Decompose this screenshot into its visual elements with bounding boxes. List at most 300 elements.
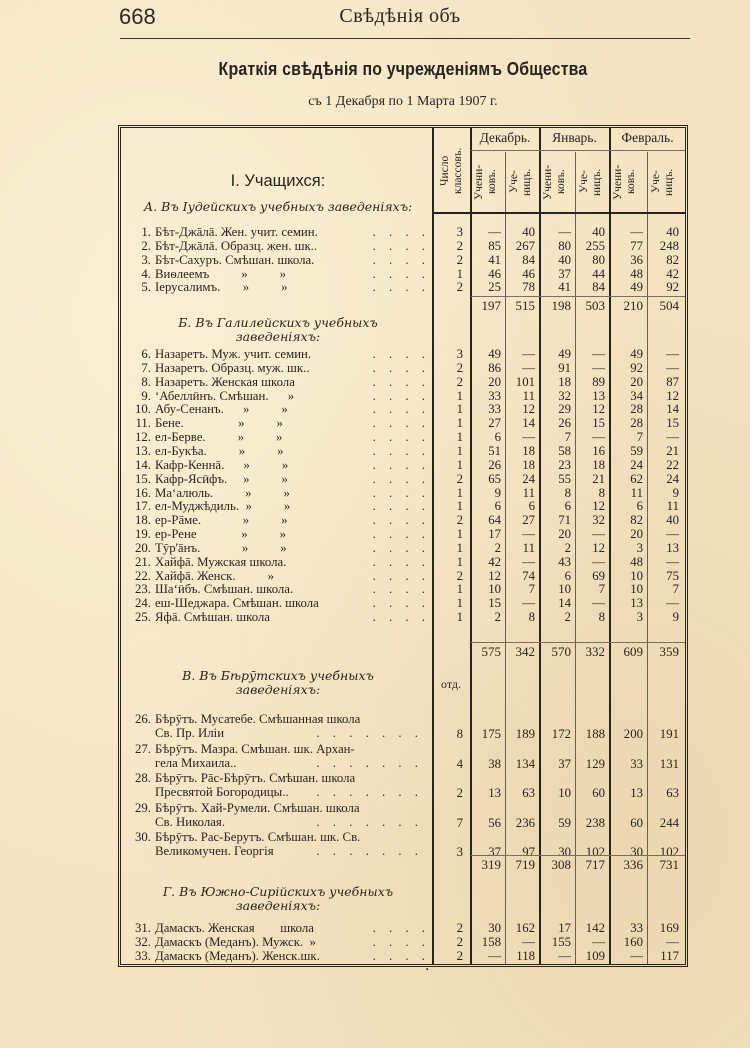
row-name	[121, 486, 430, 500]
cell-jan-girls: 80	[592, 252, 605, 267]
row-label: Виѳлеемъ » »	[155, 266, 287, 281]
cell-dec-girls: 11	[522, 540, 535, 555]
cell-jan-girls: 13	[592, 388, 605, 403]
table-row	[121, 225, 685, 239]
cell-classes: 2	[456, 238, 463, 253]
cell-classes: 2	[456, 252, 463, 267]
cell-dec-girls: 267	[515, 238, 535, 253]
cell-dec-boys: 33	[488, 388, 501, 403]
table-row	[121, 375, 685, 389]
row-label: еш-Шеджара. Смѣшан. школа	[155, 596, 319, 611]
cell-jan-boys: 40	[558, 252, 571, 267]
cell-feb-boys: 3	[636, 540, 643, 555]
cell-dec-boys: —	[488, 225, 501, 239]
cell-classes: 1	[456, 443, 463, 458]
row-label: Дамаскъ (Меданъ). Женск.шк.	[155, 948, 320, 963]
cell-feb-girls: 191	[659, 727, 679, 741]
row-label: Бѣрӯтъ. Хай-Румели. Смѣшан. школа	[155, 800, 360, 815]
section-title: А. Въ Іудейскихъ учебныхъ заведеніяхъ:	[143, 199, 413, 214]
cell-dec-girls: —	[522, 527, 535, 542]
cell-jan-girls: 89	[592, 374, 605, 389]
cell-jan-girls: 69	[592, 568, 605, 583]
cell-jan-boys: —	[558, 225, 571, 239]
table-row	[121, 527, 685, 541]
cell-dec-boys: 42	[488, 554, 501, 569]
table-row	[121, 486, 685, 500]
cell-dec-boys: 33	[488, 402, 501, 417]
row-name	[121, 555, 430, 569]
subtotal-rule	[471, 642, 685, 643]
cell-jan-girls: 21	[592, 471, 605, 486]
cell-classes: 2	[456, 786, 463, 800]
subtotal-dec-girls: 515	[515, 298, 535, 313]
cell-feb-girls: 92	[666, 280, 679, 295]
row-name	[121, 712, 430, 726]
cell-feb-girls: 40	[666, 225, 679, 239]
cell-feb-boys: 49	[630, 280, 643, 295]
cell-classes: 8	[456, 727, 463, 741]
row-name	[121, 499, 430, 513]
leader-dots: . . . .	[372, 596, 430, 611]
table-row	[121, 253, 685, 267]
cell-dec-girls: 189	[515, 727, 535, 741]
cell-feb-girls: —	[666, 430, 679, 445]
cell-feb-girls: —	[666, 527, 679, 542]
cell-classes: 1	[456, 457, 463, 472]
section-title-continued: заведеніяхъ:	[235, 329, 321, 344]
cell-dec-girls: 24	[522, 471, 535, 486]
leader-dots: . . . .	[372, 388, 430, 403]
month-underline	[471, 150, 685, 151]
cell-classes: 4	[456, 756, 463, 771]
cell-dec-boys: 17	[488, 527, 501, 542]
cell-feb-girls: —	[666, 360, 679, 375]
cell-dec-boys: 56	[488, 815, 501, 830]
cell-dec-girls: 27	[522, 513, 535, 528]
row-name	[121, 225, 430, 239]
cell-classes: 1	[456, 430, 463, 445]
subtotal-jan-boys: 198	[551, 298, 571, 313]
leader-dots: . . . .	[372, 527, 430, 542]
section-title: В. Въ Бѣрӯтскихъ учебныхъ	[182, 668, 374, 683]
cell-feb-girls: 7	[672, 582, 679, 597]
row-name	[121, 280, 430, 294]
subtotal-dec-boys: 575	[481, 644, 501, 659]
row-name	[121, 801, 430, 815]
cell-feb-girls: —	[666, 554, 679, 569]
cell-jan-girls: 8	[598, 610, 605, 625]
cell-feb-girls: 82	[666, 252, 679, 267]
cell-feb-boys: 24	[630, 457, 643, 472]
header-rule	[120, 38, 690, 39]
row-label: Шаʻӣбъ. Смѣшан. школа.	[155, 582, 294, 597]
leader-dots: . . . .	[372, 513, 430, 528]
header-classes: Число классовъ.	[439, 147, 464, 195]
cell-jan-boys: —	[558, 948, 571, 963]
row-label: Бѣрӯтъ. Мазра. Смѣшан. шк. Архан-	[155, 741, 355, 756]
row-name	[121, 347, 430, 361]
cell-jan-girls: 60	[592, 786, 605, 800]
cell-dec-boys: 2	[494, 610, 501, 625]
row-number: 31.	[135, 921, 151, 935]
row-number: 5.	[141, 280, 151, 295]
cell-feb-girls: 24	[666, 471, 679, 486]
table-row	[121, 416, 685, 430]
cell-jan-boys: 59	[558, 815, 571, 830]
row-label-continued: гела Михаила..	[155, 755, 237, 770]
cell-jan-boys: 41	[558, 280, 571, 295]
row-number: 1.	[141, 225, 151, 239]
leader-dots: . . . .	[372, 921, 430, 935]
subtotal-row	[121, 298, 685, 314]
header-month-feb: Февраль.	[621, 130, 674, 145]
cell-feb-boys: 10	[630, 582, 643, 597]
section-title: Б. Въ Галилейскихъ учебныхъ	[178, 315, 378, 330]
subtotal-row	[121, 857, 685, 873]
table-row	[121, 610, 685, 624]
header-dec-boys: Учени- ковъ.	[473, 164, 498, 200]
cell-jan-boys: 30	[558, 845, 571, 859]
cell-jan-boys: 32	[558, 388, 571, 403]
table-row	[121, 239, 685, 253]
cell-classes: 1	[456, 540, 463, 555]
cell-feb-girls: 11	[666, 499, 679, 514]
cell-dec-boys: 13	[488, 786, 501, 800]
subtotal-feb-boys: 336	[623, 857, 643, 872]
leader-dots: . . . . . . .	[316, 785, 423, 799]
row-label: Тӯр'āнъ. » »	[155, 540, 287, 555]
row-number: 6.	[141, 347, 151, 361]
row-number: 11.	[135, 416, 151, 431]
row-number: 26.	[135, 712, 151, 726]
cell-dec-boys: 41	[488, 252, 501, 267]
cell-feb-boys: 10	[630, 568, 643, 583]
cell-feb-girls: 75	[666, 568, 679, 583]
cell-dec-girls: 46	[522, 266, 535, 281]
table-row	[121, 458, 685, 472]
cell-feb-girls: —	[666, 347, 679, 361]
table-row	[121, 361, 685, 375]
cell-classes: 1	[456, 610, 463, 625]
row-name	[121, 921, 430, 935]
row-name	[121, 527, 430, 541]
cell-feb-girls: 9	[672, 485, 679, 500]
cell-classes: 2	[456, 934, 463, 949]
cell-feb-boys: 13	[630, 786, 643, 800]
row-name	[121, 239, 430, 253]
cell-jan-boys: 43	[558, 554, 571, 569]
cell-dec-girls: 11	[522, 388, 535, 403]
row-name	[121, 267, 430, 281]
row-name	[121, 458, 430, 472]
cell-jan-boys: 29	[558, 402, 571, 417]
leader-dots: . . . .	[372, 280, 430, 295]
cell-feb-boys: 20	[630, 527, 643, 542]
cell-classes: 1	[456, 554, 463, 569]
cell-dec-girls: 101	[515, 374, 535, 389]
row-name	[121, 472, 430, 486]
cell-dec-boys: 37	[488, 845, 501, 859]
table-row	[121, 555, 685, 569]
leader-dots: . . . . . . .	[316, 844, 423, 858]
cell-classes: 1	[456, 388, 463, 403]
row-label: Бѣрӯтъ. Рāс-Бѣрӯтъ. Смѣшан. школа	[155, 771, 356, 785]
leader-dots: . . . .	[372, 485, 430, 500]
cell-jan-boys: 155	[551, 934, 571, 949]
cell-dec-girls: 18	[522, 457, 535, 472]
cell-dec-girls: 40	[522, 225, 535, 239]
row-label: Дамаскъ (Меданъ). Мужск. »	[155, 934, 316, 949]
cell-feb-girls: 244	[659, 815, 679, 830]
cell-classes: 2	[456, 360, 463, 375]
row-number: 8.	[141, 374, 151, 389]
cell-classes: 1	[456, 582, 463, 597]
cell-dec-boys: 158	[481, 934, 501, 949]
statistics-table	[118, 125, 688, 967]
row-number: 20.	[135, 540, 151, 555]
cell-jan-boys: 37	[558, 266, 571, 281]
row-label: Назаретъ. Женская школа	[155, 374, 295, 389]
cell-jan-boys: 49	[558, 347, 571, 361]
subtotal-jan-girls: 332	[585, 644, 605, 659]
cell-dec-girls: 18	[522, 443, 535, 458]
cell-classes: 7	[456, 815, 463, 830]
subtotal-dec-boys: 197	[481, 298, 501, 313]
cell-jan-girls: 129	[585, 756, 605, 771]
subtotal-dec-boys: 319	[481, 857, 501, 872]
leader-dots: . . . .	[372, 347, 430, 361]
cell-dec-boys: 38	[488, 756, 501, 771]
table-row	[121, 444, 685, 458]
cell-feb-boys: 59	[630, 443, 643, 458]
table-row	[121, 267, 685, 281]
cell-dec-girls: —	[522, 554, 535, 569]
row-number: 2.	[141, 238, 151, 253]
cell-dec-boys: 46	[488, 266, 501, 281]
leader-dots: . . . .	[372, 499, 430, 514]
cell-dec-boys: 30	[488, 921, 501, 935]
row-name	[121, 596, 430, 610]
table-row	[121, 921, 685, 935]
cell-dec-girls: 11	[522, 485, 535, 500]
row-number: 12.	[135, 430, 151, 445]
cell-dec-girls: 118	[516, 948, 535, 963]
cell-dec-girls: 97	[522, 845, 535, 859]
cell-dec-boys: 20	[488, 374, 501, 389]
row-label: Хайфā. Мужская школа.	[155, 554, 287, 569]
header-jan-boys: Учени- ковъ.	[542, 164, 567, 200]
cell-feb-girls: —	[666, 934, 679, 949]
cell-dec-girls: 78	[522, 280, 535, 295]
cell-dec-boys: 2	[494, 540, 501, 555]
leader-dots: . . . .	[372, 582, 430, 597]
leader-dots: . . . .	[372, 252, 430, 267]
cell-jan-girls: 12	[592, 402, 605, 417]
cell-feb-boys: 200	[623, 727, 643, 741]
row-number: 25.	[135, 610, 151, 625]
table-row	[121, 389, 685, 403]
cell-feb-boys: 82	[630, 513, 643, 528]
cell-jan-boys: 91	[558, 360, 571, 375]
cell-feb-boys: 77	[630, 238, 643, 253]
cell-classes: 2	[456, 280, 463, 295]
row-number: 18.	[135, 513, 151, 528]
leader-dots: . . . . . . .	[316, 726, 423, 740]
cell-feb-boys: 49	[630, 347, 643, 361]
cell-jan-girls: 32	[592, 513, 605, 528]
cell-classes: 1	[456, 416, 463, 431]
cell-jan-boys: 17	[558, 921, 571, 935]
header-month-dec: Декабрь.	[479, 130, 531, 145]
row-number: 16.	[135, 485, 151, 500]
table-row	[121, 430, 685, 444]
row-number: 4.	[141, 266, 151, 281]
subtotal-row	[121, 644, 685, 660]
table-row	[121, 949, 685, 963]
cell-classes: 2	[456, 374, 463, 389]
row-label: Бѣрӯтъ. Мусатебе. Смѣшанная школа	[155, 712, 361, 726]
cell-jan-boys: 18	[558, 374, 571, 389]
leader-dots: . . . .	[372, 568, 430, 583]
subtotal-rule	[471, 855, 685, 856]
cell-classes: 2	[456, 513, 463, 528]
subtotal-feb-boys: 210	[623, 298, 643, 313]
cell-jan-girls: 44	[592, 266, 605, 281]
cell-jan-girls: —	[592, 430, 605, 445]
cell-feb-boys: 60	[630, 815, 643, 830]
cell-dec-girls: 84	[522, 252, 535, 267]
cell-jan-girls: 188	[585, 727, 605, 741]
row-name	[121, 830, 430, 844]
row-label: ел-Букѣа. » »	[155, 443, 284, 458]
leader-dots: . . . .	[372, 457, 430, 472]
cell-feb-girls: 169	[659, 921, 679, 935]
cell-feb-boys: 36	[630, 252, 643, 267]
row-number: 7.	[141, 360, 151, 375]
row-label: ел-Берве. » »	[155, 430, 283, 445]
cell-dec-girls: —	[522, 596, 535, 611]
cell-jan-girls: 7	[598, 582, 605, 597]
cell-feb-girls: 40	[666, 513, 679, 528]
leader-dots: . . . .	[372, 238, 430, 253]
section-title-continued: заведеніяхъ:	[235, 682, 321, 697]
row-name	[121, 569, 430, 583]
cell-jan-girls: —	[592, 347, 605, 361]
cell-feb-girls: 42	[666, 266, 679, 281]
page-title: Краткія свѣдѣнія по учрежденіямъ Общества	[218, 58, 588, 79]
table-row	[121, 472, 685, 486]
cell-jan-boys: 71	[558, 513, 571, 528]
row-number: 3.	[141, 252, 151, 267]
cell-dec-girls: 74	[522, 568, 535, 583]
row-label: Хайфā. Женск. »	[155, 568, 274, 583]
cell-feb-boys: 48	[630, 554, 643, 569]
cell-dec-boys: 64	[488, 513, 501, 528]
cell-jan-girls: 238	[585, 815, 605, 830]
subtotal-jan-girls: 717	[585, 857, 605, 872]
leader-dots: . . . .	[372, 374, 430, 389]
cell-feb-boys: 11	[630, 485, 643, 500]
subtotal-dec-girls: 342	[515, 644, 535, 659]
cell-feb-boys: 34	[630, 388, 643, 403]
cell-jan-boys: 10	[558, 786, 571, 800]
header-jan-girls: Уче- ницъ.	[578, 168, 603, 196]
cell-jan-girls: —	[592, 554, 605, 569]
subtotal-feb-girls: 504	[659, 298, 679, 313]
cell-feb-boys: 13	[630, 596, 643, 611]
cell-feb-boys: 3	[636, 610, 643, 625]
cell-dec-girls: 63	[522, 786, 535, 800]
cell-dec-girls: 14	[522, 416, 535, 431]
row-name	[121, 541, 430, 555]
table-row	[121, 935, 685, 949]
cell-classes: 2	[456, 948, 463, 963]
subtotal-dec-girls: 719	[515, 857, 535, 872]
cell-jan-girls: 84	[592, 280, 605, 295]
row-label: Кафр-Ясӣфъ. » »	[155, 471, 288, 486]
cell-feb-boys: 33	[630, 756, 643, 771]
cell-dec-boys: 12	[488, 568, 501, 583]
row-name	[121, 444, 430, 458]
cell-dec-girls: 6	[528, 499, 535, 514]
cell-jan-boys: 80	[558, 238, 571, 253]
table-row	[121, 347, 685, 361]
cell-feb-girls: 63	[666, 786, 679, 800]
row-label: Назаретъ. Образц. муж. шк..	[155, 360, 310, 375]
cell-jan-boys: 20	[558, 527, 571, 542]
cell-jan-boys: 8	[564, 485, 571, 500]
row-number: 19.	[135, 527, 151, 542]
cell-jan-boys: 7	[564, 430, 571, 445]
row-number: 23.	[135, 582, 151, 597]
cell-feb-boys: 160	[623, 934, 643, 949]
cell-classes: 1	[456, 266, 463, 281]
header-feb-girls: Уче- ницъ.	[650, 168, 675, 196]
leader-dots: . . . .	[372, 430, 430, 445]
row-name	[121, 402, 430, 416]
cell-feb-girls: 13	[666, 540, 679, 555]
cell-jan-boys: 10	[558, 582, 571, 597]
page-subtitle: съ 1 Декабря по 1 Марта 1907 г.	[308, 94, 498, 109]
cell-feb-girls: 21	[666, 443, 679, 458]
cell-feb-boys: 6	[636, 499, 643, 514]
cell-feb-boys: 28	[630, 416, 643, 431]
cell-jan-boys: 14	[558, 596, 571, 611]
row-number: 17.	[135, 499, 151, 514]
section-heading-students: I. Учащихся:	[230, 172, 326, 190]
row-name	[121, 771, 430, 785]
row-name	[121, 582, 430, 596]
subtotal-jan-boys: 570	[551, 644, 571, 659]
cell-jan-girls: —	[592, 596, 605, 611]
row-number: 33.	[135, 948, 151, 963]
cell-jan-girls: 15	[592, 416, 605, 431]
row-label: Дамаскъ. Женская школа	[155, 921, 314, 935]
cell-jan-boys: 26	[558, 416, 571, 431]
unit-label-otd: отд.	[441, 677, 462, 691]
row-label: Бѣт-Джāлā. Жен. учит. семин.	[155, 225, 318, 239]
cell-jan-girls: 102	[585, 845, 605, 859]
row-name	[121, 610, 430, 624]
row-label: Яфā. Смѣшан. школа	[155, 610, 270, 625]
cell-dec-boys: 85	[488, 238, 501, 253]
row-number: 28.	[135, 771, 151, 785]
cell-dec-girls: 8	[528, 610, 535, 625]
section-title: Г. Въ Южно-Сирійскихъ учебныхъ	[162, 884, 394, 899]
cell-dec-boys: 15	[488, 596, 501, 611]
leader-dots: . . . .	[372, 610, 430, 625]
running-head: Свѣдѣнія объ	[339, 5, 461, 27]
